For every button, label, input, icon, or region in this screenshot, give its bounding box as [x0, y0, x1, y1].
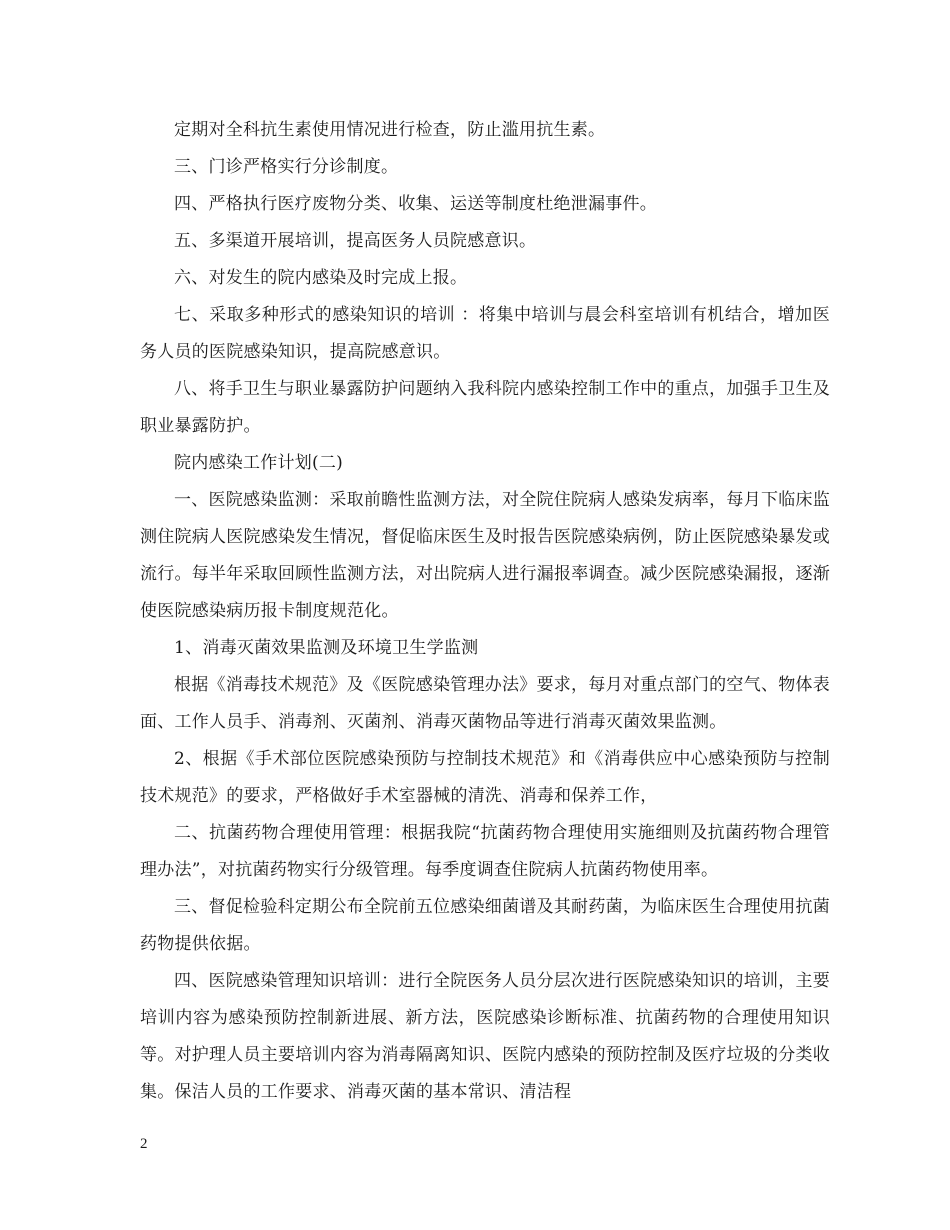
- paragraph: 五、多渠道开展培训，提高医务人员院感意识。: [174, 231, 537, 251]
- paragraph: 一、医院感染监测：采取前瞻性监测方法，对全院住院病人感染发病率，每月下临床监测住院病人医院感染发生情况，督促临床医生及时报告医院感染病例，防止医院感染暴发或流行。每半年采取回顾性监测方法，对出院病人进行漏报率调查。减少医院感染漏报，逐渐使医院感染病历报卡制度规范化。: [140, 490, 830, 621]
- paragraph: 2、根据《手术部位医院感染预防与控制技术规范》和《消毒供应中心感染预防与控制技术规范》的要求，严格做好手术室器械的清洗、消毒和保养工作，: [140, 749, 830, 806]
- paragraph: 二、抗菌药物合理使用管理：根据我院“抗菌药物合理使用实施细则及抗菌药物合理管理办法”，对抗菌药物实行分级管理。每季度调查住院病人抗菌药物使用率。: [140, 823, 830, 880]
- paragraph: 八、将手卫生与职业暴露防护问题纳入我科院内感染控制工作中的重点，加强手卫生及职业暴露防护。: [140, 379, 830, 436]
- paragraph: 六、对发生的院内感染及时完成上报。: [174, 268, 468, 288]
- document-body: [140, 112, 830, 1111]
- paragraph: 定期对全科抗生素使用情况进行检查，防止滥用抗生素。: [174, 120, 606, 140]
- paragraph: 四、严格执行医疗废物分类、收集、运送等制度杜绝泄漏事件。: [174, 194, 657, 214]
- paragraph: 三、督促检验科定期公布全院前五位感染细菌谱及其耐药菌，为临床医生合理使用抗菌药物提供依据。: [140, 897, 830, 954]
- paragraph: 三、门诊严格实行分诊制度。: [174, 157, 399, 177]
- paragraph: 1、消毒灭菌效果监测及环境卫生学监测: [174, 638, 479, 658]
- paragraph: 根据《消毒技术规范》及《医院感染管理办法》要求，每月对重点部门的空气、物体表面、工作人员手、消毒剂、灭菌剂、消毒灭菌物品等进行消毒灭菌效果监测。: [140, 675, 830, 732]
- paragraph: 七、采取多种形式的感染知识的培训 ：将集中培训与晨会科室培训有机结合，增加医务人员的医院感染知识，提高院感意识。: [140, 305, 830, 362]
- page-number: 2: [140, 1136, 148, 1152]
- section-heading: 院内感染工作计划(二): [174, 453, 344, 473]
- paragraph: 四、医院感染管理知识培训：进行全院医务人员分层次进行医院感染知识的培训，主要培训内容为感染预防控制新进展、新方法，医院感染诊断标准、抗菌药物的合理使用知识等。对护理人员主要培训内容为消毒隔离知识、医院内感染的预防控制及医疗垃圾的分类收集。保洁人员的工作要求、消毒灭菌的基本常识、清洁程: [140, 971, 830, 1102]
